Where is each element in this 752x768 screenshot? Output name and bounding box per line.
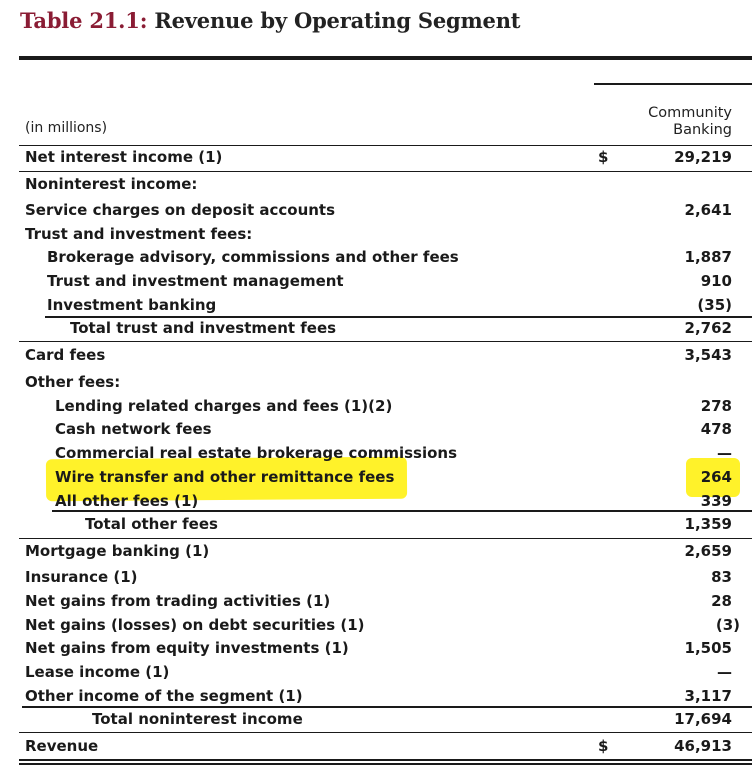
row-value: 478: [700, 420, 732, 438]
row-label: Wire transfer and other remittance fees: [55, 468, 395, 486]
row-label: Trust and investment fees:: [25, 225, 253, 243]
row-label: Investment banking: [47, 296, 217, 314]
row-label: Service charges on deposit accounts: [25, 201, 336, 219]
column-header-line1: Community: [648, 105, 732, 121]
row-label: Other income of the segment (1): [25, 687, 303, 705]
row-value: (3): [715, 616, 740, 634]
row-label: Mortgage banking (1): [25, 542, 210, 560]
subtotal-rule: [22, 706, 752, 708]
row-label: Insurance (1): [25, 568, 138, 586]
row-label: Card fees: [25, 346, 106, 364]
row-value: 83: [711, 568, 732, 586]
row-value: 3,117: [684, 687, 732, 705]
row-label: Net gains (losses) on debt securities (1): [25, 616, 365, 634]
row-label: Revenue: [25, 737, 99, 755]
table-number: Table 21.1:: [20, 8, 148, 33]
row-label: Trust and investment management: [47, 272, 344, 290]
row-label: Brokerage advisory, commissions and other fees: [47, 248, 459, 266]
row-value: 29,219: [674, 148, 732, 166]
row-value: 1,505: [684, 639, 732, 657]
row-value: 339: [700, 492, 732, 510]
row-label: All other fees (1): [55, 492, 199, 510]
row-label: Total trust and investment fees: [70, 319, 337, 337]
column-header: [648, 105, 732, 139]
column-header-line2: Banking: [673, 122, 732, 138]
row-value: —: [717, 663, 732, 681]
row-value: (35): [697, 296, 732, 314]
row-label: Lease income (1): [25, 663, 170, 681]
row-label: Net gains from trading activities (1): [25, 592, 331, 610]
top-rule: [19, 56, 752, 60]
row-value: 46,913: [674, 737, 732, 755]
double-rule-top: [19, 759, 752, 761]
divider: [19, 538, 752, 539]
row-label: Other fees:: [25, 373, 121, 391]
row-label: Net interest income (1): [25, 148, 223, 166]
row-label: Total noninterest income: [92, 710, 303, 728]
column-rule: [594, 83, 752, 85]
row-value: 264: [700, 468, 732, 486]
row-label: Commercial real estate brokerage commissions: [55, 444, 458, 462]
units-label: (in millions): [25, 120, 108, 136]
row-value: 1,359: [684, 515, 732, 533]
row-value: 2,659: [684, 542, 732, 560]
row-value: 3,543: [684, 346, 732, 364]
divider: [19, 171, 752, 172]
row-value: 28: [711, 592, 732, 610]
row-value: 2,762: [684, 319, 732, 337]
row-label: Noninterest income:: [25, 175, 198, 193]
row-value: 1,887: [684, 248, 732, 266]
row-value: —: [717, 444, 732, 462]
row-label: Total other fees: [85, 515, 218, 533]
row-label: Cash network fees: [55, 420, 212, 438]
divider: [19, 341, 752, 342]
dollar-sign: $: [598, 737, 609, 755]
row-value: 17,694: [674, 710, 732, 728]
table-title-text: Revenue by Operating Segment: [154, 8, 521, 33]
table-title: [20, 8, 520, 33]
subtotal-rule: [52, 510, 752, 512]
row-value: 910: [700, 272, 732, 290]
divider: [19, 145, 752, 146]
row-value: 278: [700, 397, 732, 415]
row-value: 2,641: [684, 201, 732, 219]
divider: [19, 732, 752, 733]
dollar-sign: $: [598, 148, 609, 166]
row-label: Net gains from equity investments (1): [25, 639, 349, 657]
double-rule-bottom: [19, 763, 752, 765]
row-label: Lending related charges and fees (1)(2): [55, 397, 393, 415]
